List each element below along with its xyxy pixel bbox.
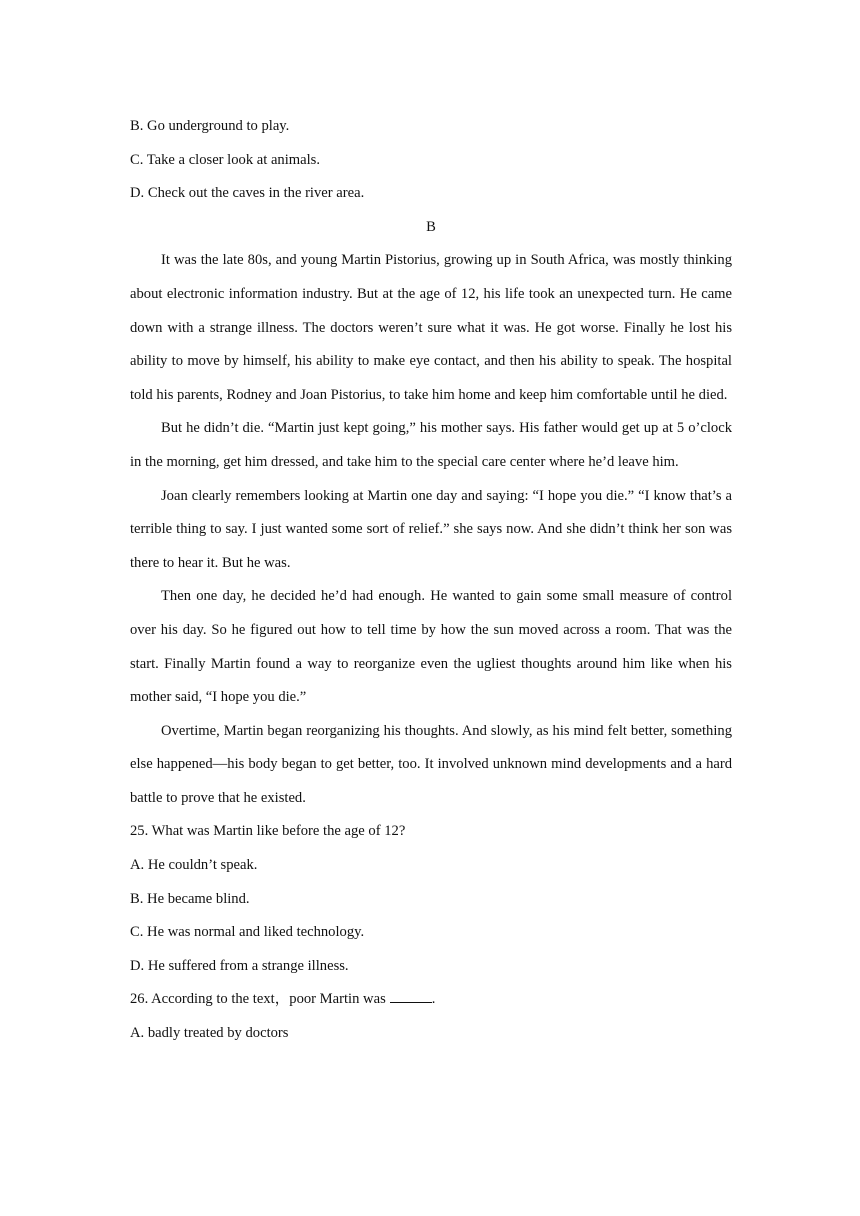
- passage-paragraph-1: It was the late 80s, and young Martin Pistorius, growing up in South Africa, was mostly thinking about electronic information industry. But at the age of 12, his life took an unexpected turn. He came down with a strange illness. The doctors weren’t sure what it was. He got worse. Finally he lost his ability to move by himself, his ability to make eye contact, and then his ability to speak. The hospital told his parents, Rodney and Joan Pistorius, to take him home and keep him comfortable until he died.: [130, 252, 732, 403]
- passage-paragraph-2: But he didn’t die. “Martin just kept going,” his mother says. His father would get up at 5 o’clock in the morning, get him dressed, and take him to the special care center where he’d leave him.: [130, 420, 732, 470]
- question-26-end: .: [431, 991, 436, 1008]
- prev-option-b: B. Go underground to play.: [130, 118, 290, 134]
- question-26-text: 26. According to the text，poor Martin was: [130, 991, 386, 1008]
- question-25: 25. What was Martin like before the age of 12?: [130, 823, 406, 840]
- question-26: [130, 983, 732, 1017]
- question-26-option-a: A. badly treated by doctors: [130, 1025, 289, 1042]
- passage-paragraph-5: Overtime, Martin began reorganizing his thoughts. And slowly, as his mind felt better, something else happened—his body began to get better, too. It involved unknown mind developments and a hard battle to prove that he existed.: [130, 722, 732, 806]
- document-content: [130, 110, 732, 1051]
- question-25-option-c: C. He was normal and liked technology.: [130, 924, 365, 941]
- prev-option-d: D. Check out the caves in the river area.: [130, 185, 365, 202]
- question-25-option-b: B. He became blind.: [130, 890, 250, 907]
- section-title: B: [426, 218, 436, 235]
- passage-paragraph-3: Joan clearly remembers looking at Martin one day and saying: “I hope you die.” “I know that’s a terrible thing to say. I just wanted some sort of relief.” she says now. And she didn’t think her son was there to hear it. But he was.: [130, 487, 732, 571]
- answer-blank: [390, 988, 432, 1003]
- passage-paragraph-4: Then one day, he decided he’d had enough. He wanted to gain some small measure of control over his day. So he figured out how to tell time by how the sun moved across a room. That was the start. Finally Martin found a way to reorganize even the ugliest thoughts around him like when his mother said, “I hope you die.”: [130, 588, 732, 706]
- question-25-option-a: A. He couldn’t speak.: [130, 857, 258, 874]
- prev-option-c: C. Take a closer look at animals.: [130, 151, 320, 168]
- question-25-option-d: D. He suffered from a strange illness.: [130, 957, 349, 974]
